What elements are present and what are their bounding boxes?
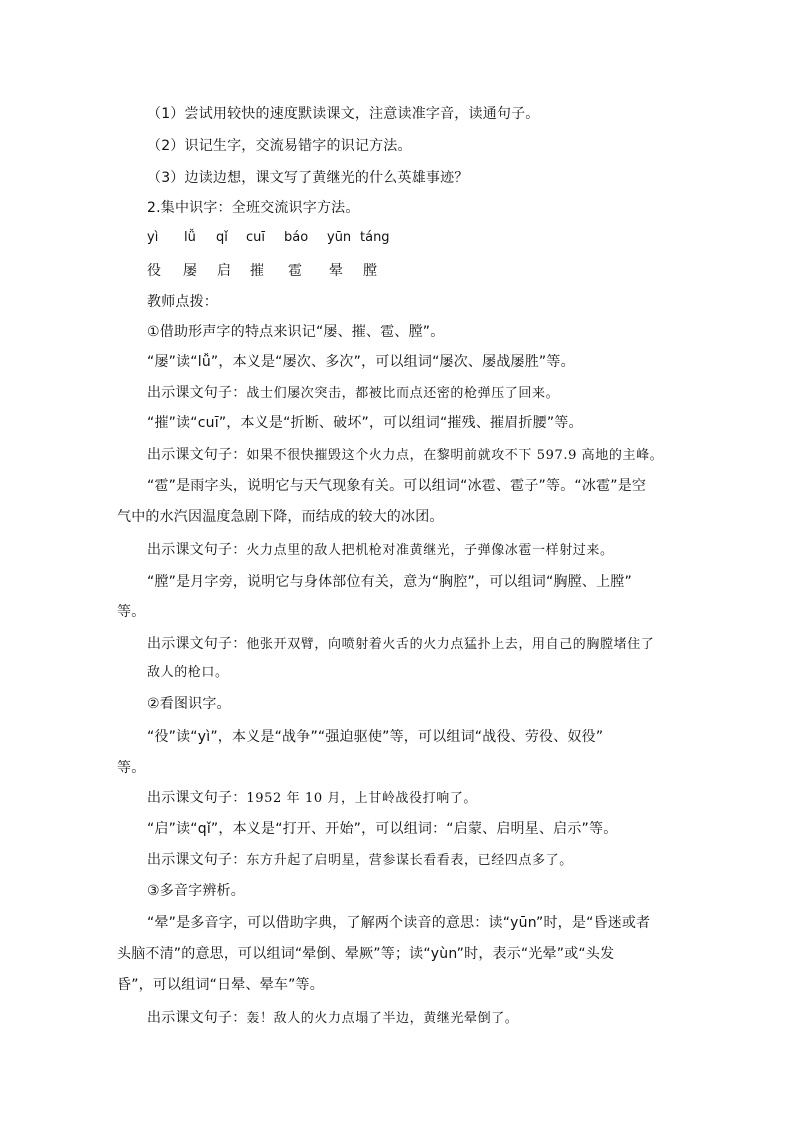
yun-explanation-line2: 头脑不清”的意思，可以组词“晕倒、晕厥”等；读“yùn”时，表示“光晕”或“头发 [117,946,615,962]
char-tang: 膛 [363,263,377,279]
char-yun: 晕 [329,263,343,279]
tang-explanation-line1: “膛”是月字旁，说明它与身体部位有关，意为“胸腔”，可以组词“胸膛、上膛” [147,574,632,590]
char-qi: 启 [217,263,231,279]
section3-title: ③多音字辨析。 [147,883,245,899]
example-label: 出示课文句子： [147,1010,247,1026]
bao-explanation-line2: 气中的水汽因温度急剧下降，而结成的较大的冰团。 [117,509,444,525]
pinyin-lu: lǚ [184,230,196,245]
cui-example [147,445,663,466]
tang-explanation-line2: 等。 [117,604,146,620]
lu-explanation: “屡”读“lǚ”，本义是“屡次、多次”，可以组词“屡次、屡战屡胜”等。 [147,354,575,370]
tang-example-line2: 敌人的枪口。 [147,665,229,680]
pinyin-cui: cuī [246,230,265,245]
qi-explanation: “启”读“qǐ”，本义是“打开、开始”，可以组词：“启蒙、启明星、启示”等。 [147,821,618,837]
char-yi: 役 [147,263,161,279]
yi-explanation-line1: “役”读“yì”，本义是“战争”“强迫驱使”等，可以组词“战役、劳役、奴役” [147,729,604,745]
yun-explanation-line1: “晕”是多音字，可以借助字典，了解两个读音的意思：读“yūn”时，是“昏迷或者 [147,915,651,931]
char-lu: 屡 [183,263,197,279]
char-bao: 雹 [288,263,302,279]
yun-explanation-line3: 昏”，可以组词“日晕、晕车”等。 [117,977,324,993]
example-sentence: 战士们屡次突击，都被比而点还密的枪弹压了回来。 [246,386,560,401]
step-3: （3）边读边想，课文写了黄继光的什么英雄事迹？ [147,170,469,186]
pinyin-qi: qǐ [216,230,228,245]
bao-example [147,540,614,561]
example-sentence: 1952 年 10 月，上甘岭战役打响了。 [246,791,478,806]
bao-explanation-line1: “雹”是雨字头，说明它与天气现象有关。可以组词“冰雹、雹子”等。“冰雹”是空 [147,478,647,494]
tang-example-line1 [147,634,654,655]
yun-example [147,1008,518,1029]
yi-example [147,788,477,809]
yi-explanation-line2: 等。 [117,760,146,776]
pinyin-tang: táng [360,230,390,245]
example-label: 出示课文句子： [147,385,247,401]
teacher-tip: 教师点拨： [147,294,218,310]
example-label: 出示课文句子： [147,790,247,806]
pinyin-yun: yūn [327,230,352,245]
qi-example [147,850,573,871]
char-cui: 摧 [250,263,264,279]
step-4: 2.集中识字：全班交流识字方法。 [147,200,360,216]
section2-title: ②看图识字。 [147,696,231,712]
step-1: （1）尝试用较快的速度默读课文，注意读准字音，读通句子。 [147,106,540,122]
example-label: 出示课文句子： [147,852,247,868]
pinyin-yi: yì [147,230,159,245]
example-sentence: 如果不很快摧毁这个火力点，在黎明前就攻不下 597.9 高地的主峰。 [246,448,664,463]
section1-title: ①借助形声字的特点来识记“屡、摧、雹、膛”。 [147,324,445,340]
example-label: 出示课文句子： [147,542,247,558]
example-sentence: 他张开双臂，向喷射着火舌的火力点猛扑上去，用自己的胸膛堵住了 [246,637,655,652]
example-sentence: 东方升起了启明星，营参谋长看看表，已经四点多了。 [246,853,573,868]
step-2: （2）识记生字，交流易错字的识记方法。 [147,138,412,154]
example-sentence: 火力点里的敌人把机枪对准黄继光，子弹像冰雹一样射过来。 [246,543,614,558]
example-label: 出示课文句子： [147,447,247,463]
example-sentence: 轰！敌人的火力点塌了半边，黄继光晕倒了。 [246,1011,519,1026]
example-label: 出示课文句子： [147,636,247,652]
lu-example [147,383,559,404]
cui-explanation: “摧”读“cuī”，本义是“折断、破坏”，可以组词“摧残、摧眉折腰”等。 [147,415,583,431]
pinyin-bao: báo [284,230,309,245]
